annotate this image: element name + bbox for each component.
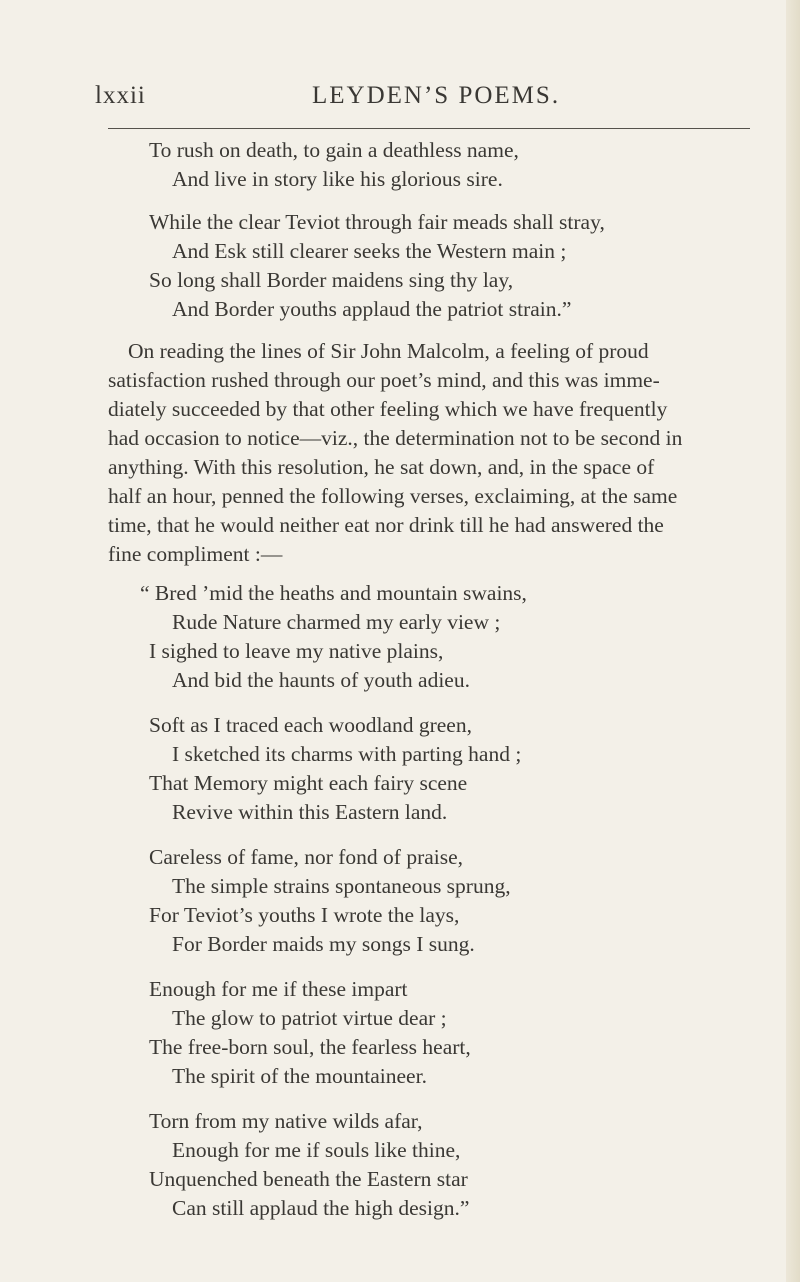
header-rule: [108, 128, 750, 129]
verse-line: The free-born soul, the fearless heart,: [149, 1035, 471, 1059]
verse-line: For Border maids my songs I sung.: [172, 932, 475, 956]
prose-line: satisfaction rushed through our poet’s mind, and this was imme-: [108, 368, 660, 392]
verse-line: I sketched its charms with parting hand ;: [172, 742, 522, 766]
prose-line: On reading the lines of Sir John Malcolm, a feeling of proud: [128, 339, 649, 363]
verse-line: Enough for me if souls like thine,: [172, 1138, 461, 1162]
verse-line: Torn from my native wilds afar,: [149, 1109, 423, 1133]
verse-line: “ Bred ’mid the heaths and mountain swains,: [140, 581, 527, 605]
prose-line: had occasion to notice—viz., the determination not to be second in: [108, 426, 683, 450]
verse-line: Soft as I traced each woodland green,: [149, 713, 472, 737]
verse-line: Can still applaud the high design.”: [172, 1196, 470, 1220]
verse-line: Revive within this Eastern land.: [172, 800, 448, 824]
verse-line: While the clear Teviot through fair meads shall stray,: [149, 210, 605, 234]
verse-line: Careless of fame, nor fond of praise,: [149, 845, 464, 869]
verse-line: The simple strains spontaneous sprung,: [172, 874, 511, 898]
verse-line: And Esk still clearer seeks the Western main ;: [172, 239, 567, 263]
prose-line: anything. With this resolution, he sat down, and, in the space of: [108, 455, 655, 479]
prose-line: time, that he would neither eat nor drink till he had answered the: [108, 513, 664, 537]
verse-line: To rush on death, to gain a deathless name,: [149, 138, 519, 162]
running-title: LEYDEN’S POEMS.: [312, 82, 561, 109]
verse-line: Enough for me if these impart: [149, 977, 408, 1001]
running-header: [95, 82, 745, 118]
verse-line: I sighed to leave my native plains,: [149, 639, 444, 663]
verse-line: And bid the haunts of youth adieu.: [172, 668, 470, 692]
verse-line: The glow to patriot virtue dear ;: [172, 1006, 447, 1030]
page-edge: [786, 0, 800, 1282]
verse-line: The spirit of the mountaineer.: [172, 1064, 427, 1088]
prose-line: half an hour, penned the following verses, exclaiming, at the same: [108, 484, 678, 508]
verse-line: And Border youths applaud the patriot strain.”: [172, 297, 572, 321]
verse-line: And live in story like his glorious sire.: [172, 167, 503, 191]
verse-line: So long shall Border maidens sing thy lay,: [149, 268, 514, 292]
page-number: lxxii: [95, 82, 146, 109]
verse-line: That Memory might each fairy scene: [149, 771, 468, 795]
prose-line: fine compliment :—: [108, 542, 283, 566]
verse-line: For Teviot’s youths I wrote the lays,: [149, 903, 460, 927]
prose-line: diately succeeded by that other feeling which we have frequently: [108, 397, 668, 421]
verse-line: Rude Nature charmed my early view ;: [172, 610, 501, 634]
verse-line: Unquenched beneath the Eastern star: [149, 1167, 468, 1191]
